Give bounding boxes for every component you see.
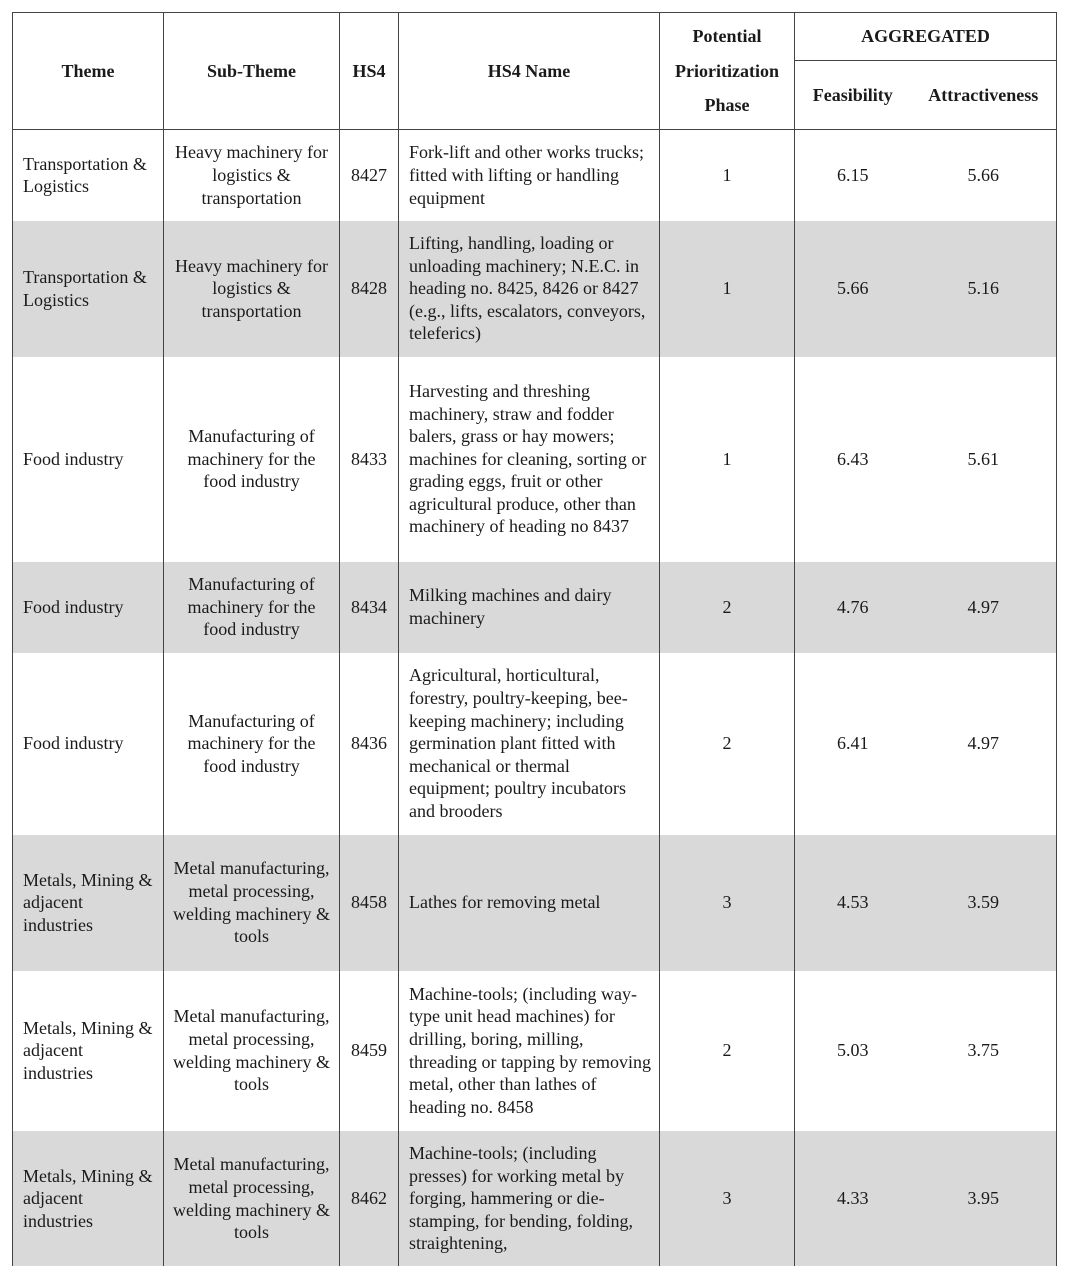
theme-cell: Food industry <box>13 653 164 835</box>
feasibility-cell: 6.43 <box>795 357 911 562</box>
theme-cell: Metals, Mining & adjacent industries <box>13 971 164 1131</box>
hs4-name-cell: Machine-tools; (including way-type unit head machines) for drilling, boring, milling, threading or tapping by removing metal, other than lathes of heading no. 8458 <box>399 971 660 1131</box>
table-row <box>13 130 1057 221</box>
hs4-code-cell: 8428 <box>340 221 399 357</box>
hs4-name-column-header: HS4 Name <box>399 13 660 130</box>
phase-cell: 1 <box>660 221 795 357</box>
attractiveness-cell: 5.66 <box>911 130 1057 221</box>
theme-cell: Transportation & Logistics <box>13 221 164 357</box>
feasibility-cell: 4.33 <box>795 1131 911 1267</box>
table-row <box>13 221 1057 357</box>
hs4-prioritization-table-container <box>12 12 1057 1266</box>
hs4-name-cell: Milking machines and dairy machinery <box>399 562 660 653</box>
feasibility-cell: 6.41 <box>795 653 911 835</box>
attractiveness-cell: 3.95 <box>911 1131 1057 1267</box>
theme-cell: Transportation & Logistics <box>13 130 164 221</box>
feasibility-cell: 4.76 <box>795 562 911 653</box>
table-row <box>13 653 1057 835</box>
hs4-code-cell: 8458 <box>340 835 399 971</box>
sub-theme-cell: Manufacturing of machinery for the food industry <box>164 357 340 562</box>
attractiveness-cell: 5.61 <box>911 357 1057 562</box>
sub-theme-cell: Metal manufacturing, metal processing, welding machinery & tools <box>164 835 340 971</box>
attractiveness-column-header: Attractiveness <box>911 61 1057 130</box>
hs4-name-cell: Agricultural, horticultural, forestry, poultry-keeping, bee-keeping machinery; including germination plant fitted with mechanical or thermal equipment; poultry incubators and brooders <box>399 653 660 835</box>
sub-theme-cell: Manufacturing of machinery for the food industry <box>164 562 340 653</box>
phase-cell: 2 <box>660 653 795 835</box>
phase-cell: 1 <box>660 357 795 562</box>
hs4-code-cell: 8434 <box>340 562 399 653</box>
hs4-name-cell: Harvesting and threshing machinery, straw and fodder balers, grass or hay mowers; machines for cleaning, sorting or grading eggs, fruit or other agricultural produce, other than machinery of heading no 8437 <box>399 357 660 562</box>
hs4-name-cell: Lathes for removing metal <box>399 835 660 971</box>
theme-column-header: Theme <box>13 13 164 130</box>
hs4-code-cell: 8427 <box>340 130 399 221</box>
attractiveness-cell: 3.75 <box>911 971 1057 1131</box>
hs4-code-cell: 8459 <box>340 971 399 1131</box>
phase-cell: 3 <box>660 835 795 971</box>
hs4-code-cell: 8436 <box>340 653 399 835</box>
phase-cell: 1 <box>660 130 795 221</box>
table-row <box>13 835 1057 971</box>
theme-cell: Metals, Mining & adjacent industries <box>13 1131 164 1267</box>
feasibility-column-header: Feasibility <box>795 61 911 130</box>
prioritization-phase-column-header: Potential Prioritization Phase <box>660 13 795 130</box>
table-row <box>13 357 1057 562</box>
phase-cell: 2 <box>660 971 795 1131</box>
header-row-top <box>13 13 1057 61</box>
aggregated-group-header: AGGREGATED <box>795 13 1057 61</box>
feasibility-cell: 6.15 <box>795 130 911 221</box>
sub-theme-cell: Heavy machinery for logistics & transportation <box>164 130 340 221</box>
table-header <box>13 13 1057 130</box>
hs4-prioritization-table <box>12 12 1057 1266</box>
phase-cell: 2 <box>660 562 795 653</box>
phase-cell: 3 <box>660 1131 795 1267</box>
hs4-column-header: HS4 <box>340 13 399 130</box>
theme-cell: Metals, Mining & adjacent industries <box>13 835 164 971</box>
sub-theme-column-header: Sub-Theme <box>164 13 340 130</box>
theme-cell: Food industry <box>13 357 164 562</box>
table-row <box>13 562 1057 653</box>
theme-cell: Food industry <box>13 562 164 653</box>
sub-theme-cell: Metal manufacturing, metal processing, welding machinery & tools <box>164 1131 340 1267</box>
attractiveness-cell: 5.16 <box>911 221 1057 357</box>
table-row <box>13 971 1057 1131</box>
attractiveness-cell: 4.97 <box>911 653 1057 835</box>
hs4-name-cell: Machine-tools; (including presses) for working metal by forging, hammering or die-stamping, for bending, folding, straightening, <box>399 1131 660 1267</box>
table-row <box>13 1131 1057 1267</box>
hs4-name-cell: Fork-lift and other works trucks; fitted with lifting or handling equipment <box>399 130 660 221</box>
feasibility-cell: 5.66 <box>795 221 911 357</box>
feasibility-cell: 4.53 <box>795 835 911 971</box>
table-body <box>13 130 1057 1267</box>
hs4-code-cell: 8462 <box>340 1131 399 1267</box>
sub-theme-cell: Metal manufacturing, metal processing, welding machinery & tools <box>164 971 340 1131</box>
attractiveness-cell: 3.59 <box>911 835 1057 971</box>
sub-theme-cell: Manufacturing of machinery for the food industry <box>164 653 340 835</box>
sub-theme-cell: Heavy machinery for logistics & transportation <box>164 221 340 357</box>
attractiveness-cell: 4.97 <box>911 562 1057 653</box>
hs4-name-cell: Lifting, handling, loading or unloading machinery; N.E.C. in heading no. 8425, 8426 or 8427 (e.g., lifts, escalators, conveyors, teleferics) <box>399 221 660 357</box>
hs4-code-cell: 8433 <box>340 357 399 562</box>
feasibility-cell: 5.03 <box>795 971 911 1131</box>
